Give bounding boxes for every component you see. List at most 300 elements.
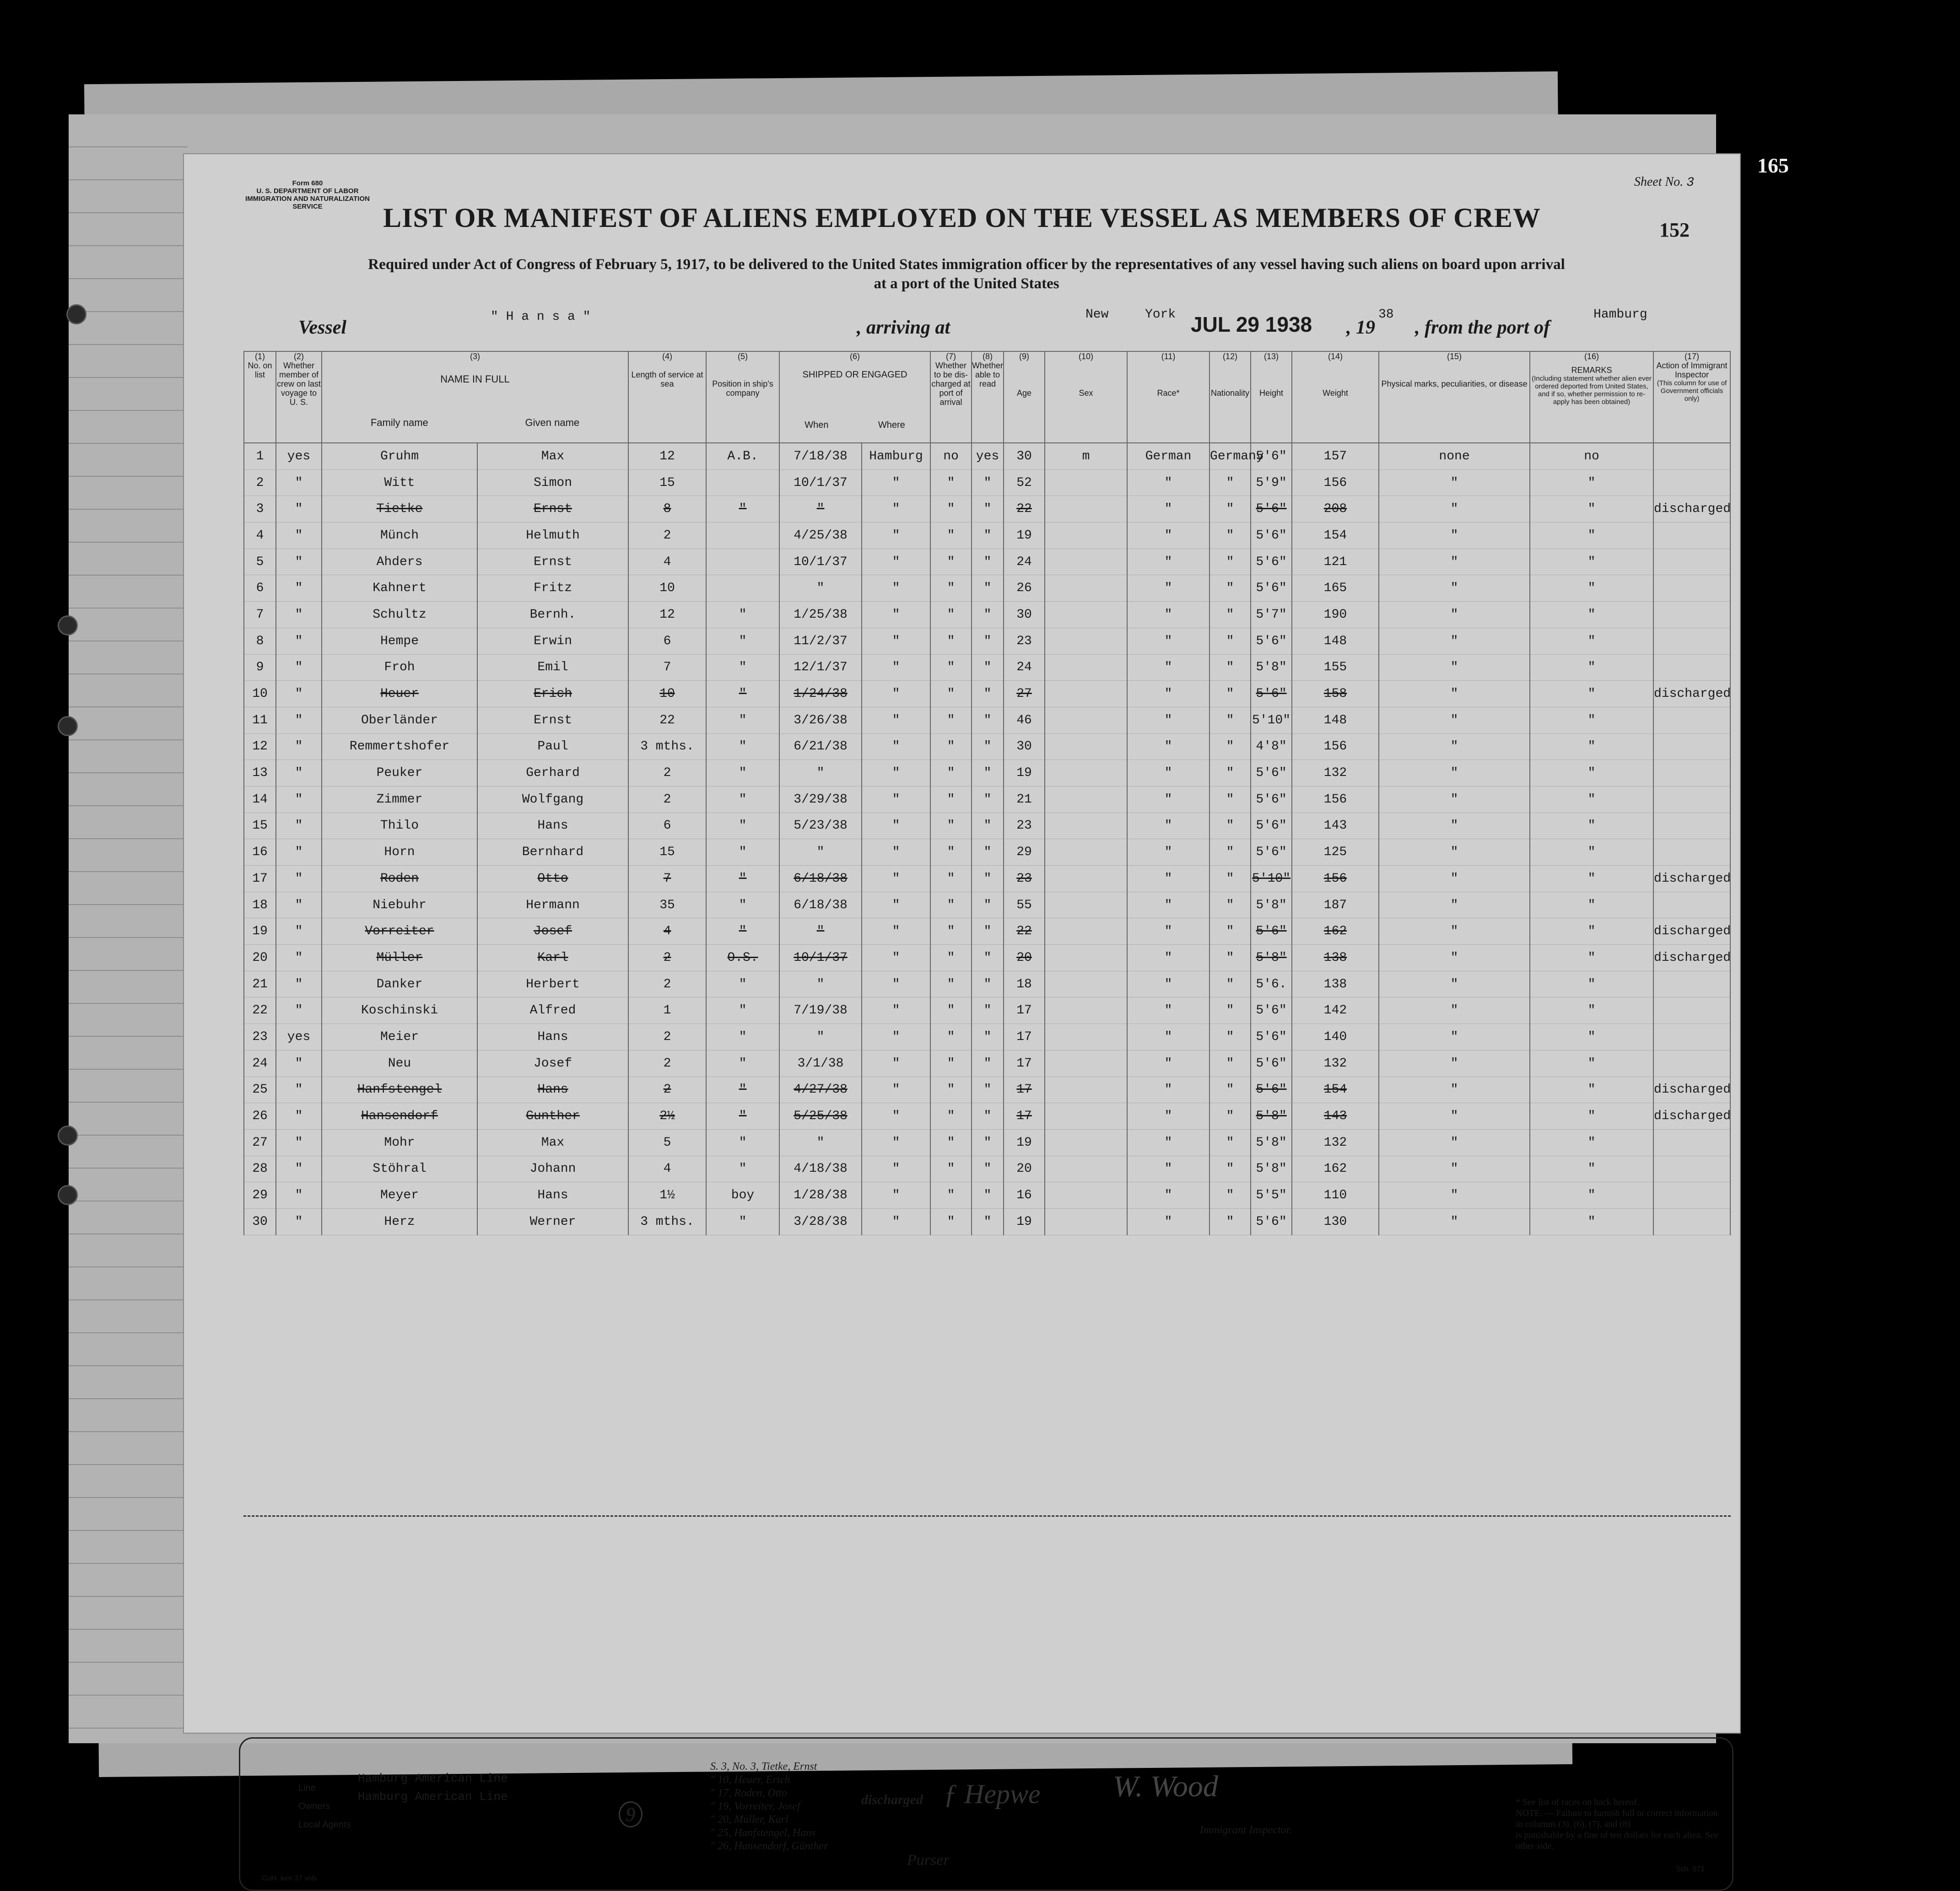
table-row (244, 1050, 1730, 1077)
height: 5'8" (1251, 654, 1292, 681)
shipped-where: " (862, 892, 930, 918)
position: boy (706, 1182, 779, 1209)
remarks: " (1530, 1024, 1653, 1051)
line-label: Line (298, 1783, 316, 1793)
to-be-discharged: " (930, 839, 972, 866)
length-of-service: 2 (628, 945, 706, 971)
sex (1045, 1077, 1127, 1103)
remarks: " (1530, 1208, 1653, 1235)
position: " (706, 628, 779, 654)
height: 5'6" (1251, 839, 1292, 866)
row-number: 1 (244, 443, 276, 469)
position: " (706, 1156, 779, 1182)
sex (1045, 813, 1127, 839)
able-to-read: " (972, 918, 1004, 945)
member-last-voyage: yes (276, 1024, 322, 1051)
height: 5'6. (1251, 971, 1292, 997)
inspector-action (1653, 1024, 1730, 1051)
physical-marks: " (1379, 602, 1530, 628)
weight: 162 (1292, 1156, 1379, 1182)
inspector-action (1653, 523, 1730, 549)
height: 5'6" (1251, 997, 1292, 1024)
member-last-voyage: " (276, 523, 322, 549)
to-be-discharged: " (930, 575, 972, 602)
height: 5'8" (1251, 1129, 1292, 1156)
height: 5'6" (1251, 1050, 1292, 1077)
shipped-when: 6/18/38 (779, 892, 862, 918)
sex (1045, 707, 1127, 733)
height: 4'8" (1251, 733, 1292, 760)
shipped-where: " (862, 945, 930, 971)
remarks: " (1530, 496, 1653, 523)
sheet-label: Sheet No. (1634, 175, 1684, 189)
remarks: " (1530, 760, 1653, 787)
to-be-discharged: " (930, 1182, 972, 1209)
age: 24 (1004, 654, 1045, 681)
shipped-when: 5/23/38 (779, 813, 862, 839)
family-name: Herz (322, 1208, 477, 1235)
table-row (244, 1182, 1730, 1209)
age: 17 (1004, 1024, 1045, 1051)
remarks: " (1530, 1156, 1653, 1182)
age: 29 (1004, 839, 1045, 866)
table-row (244, 733, 1730, 760)
table-row (244, 1077, 1730, 1103)
able-to-read: " (972, 813, 1004, 839)
where-header: Where (878, 420, 905, 430)
table-row (244, 1208, 1730, 1235)
shipped-when: 5/25/38 (779, 1103, 862, 1130)
to-be-discharged: " (930, 549, 972, 575)
nationality: " (1209, 1129, 1251, 1156)
length-of-service: 2 (628, 523, 706, 549)
age: 22 (1004, 918, 1045, 945)
member-last-voyage: " (276, 866, 322, 892)
position: " (706, 707, 779, 733)
member-last-voyage: " (276, 733, 322, 760)
position: " (706, 733, 779, 760)
to-be-discharged: " (930, 918, 972, 945)
from-port: Hamburg (1593, 307, 1647, 322)
weight: 132 (1292, 1050, 1379, 1077)
row-number: 30 (244, 1208, 276, 1235)
family-name: Heuer (322, 681, 477, 707)
shipped-when: " (779, 1129, 862, 1156)
age: 19 (1004, 1129, 1045, 1156)
physical-marks: none (1379, 443, 1530, 469)
length-of-service: 10 (628, 681, 706, 707)
table-row (244, 892, 1730, 918)
to-be-discharged: " (930, 1024, 972, 1051)
to-be-discharged: " (930, 760, 972, 787)
given-name: Herbert (477, 971, 628, 997)
weight: 155 (1292, 654, 1379, 681)
weight: 132 (1292, 1129, 1379, 1156)
inspector-action (1653, 733, 1730, 760)
able-to-read: " (972, 1129, 1004, 1156)
to-be-discharged: " (930, 523, 972, 549)
nationality: " (1209, 681, 1251, 707)
shipped-where: " (862, 813, 930, 839)
position: " (706, 839, 779, 866)
nationality: " (1209, 575, 1251, 602)
shipped-when: 4/25/38 (779, 523, 862, 549)
given-name: Helmuth (477, 523, 628, 549)
given-name: Erwin (477, 628, 628, 654)
sex (1045, 575, 1127, 602)
height: 5'10" (1251, 866, 1292, 892)
position: " (706, 654, 779, 681)
footer-frame (239, 1737, 1733, 1891)
able-to-read: yes (972, 443, 1004, 469)
able-to-read: " (972, 549, 1004, 575)
race: " (1127, 1208, 1209, 1235)
weight: 132 (1292, 760, 1379, 787)
length-of-service: 12 (628, 602, 706, 628)
requirement-line: Required under Act of Congress of February 5, 1917, to be delivered to the United States immigration officer by the representatives of any vessel having such aliens on board upon arrival (368, 256, 1565, 273)
table-row (244, 945, 1730, 971)
row-number: 14 (244, 786, 276, 813)
able-to-read: " (972, 1050, 1004, 1077)
physical-marks: " (1379, 1129, 1530, 1156)
sex (1045, 866, 1127, 892)
able-to-read: " (972, 997, 1004, 1024)
family-name: Kahnert (322, 575, 477, 602)
nationality: " (1209, 1156, 1251, 1182)
able-to-read: " (972, 1103, 1004, 1130)
shipped-where: " (862, 866, 930, 892)
age: 30 (1004, 443, 1045, 469)
sex (1045, 1182, 1127, 1209)
to-be-discharged: " (930, 602, 972, 628)
able-to-read: " (972, 733, 1004, 760)
sex (1045, 628, 1127, 654)
line-value: Hamburg American Line (358, 1772, 508, 1785)
date-stamp: JUL 29 1938 (1191, 312, 1312, 336)
sex (1045, 997, 1127, 1024)
physical-marks: " (1379, 496, 1530, 523)
family-name: Oberländer (322, 707, 477, 733)
shipped-when: 1/28/38 (779, 1182, 862, 1209)
position: " (706, 496, 779, 523)
remarks: " (1530, 892, 1653, 918)
shipped-when: 1/25/38 (779, 602, 862, 628)
row-number: 9 (244, 654, 276, 681)
member-last-voyage: " (276, 1129, 322, 1156)
family-name: Meyer (322, 1182, 477, 1209)
nationality: " (1209, 839, 1251, 866)
race: " (1127, 1077, 1209, 1103)
remarks: " (1530, 681, 1653, 707)
nationality: " (1209, 997, 1251, 1024)
shipped-when: " (779, 918, 862, 945)
family-name-header: Family name (370, 417, 428, 428)
able-to-read: " (972, 866, 1004, 892)
col-sex: (10) Sex (1045, 351, 1127, 443)
height: 5'6" (1251, 523, 1292, 549)
row-number: 12 (244, 733, 276, 760)
given-name: Josef (477, 918, 628, 945)
length-of-service: 4 (628, 549, 706, 575)
race: " (1127, 760, 1209, 787)
row-number: 17 (244, 866, 276, 892)
shipped-where: " (862, 971, 930, 997)
sex (1045, 1103, 1127, 1130)
family-name: Schultz (322, 602, 477, 628)
race: " (1127, 707, 1209, 733)
family-name: Horn (322, 839, 477, 866)
row-number: 21 (244, 971, 276, 997)
age: 19 (1004, 523, 1045, 549)
row-number: 3 (244, 496, 276, 523)
inspector-action (1653, 997, 1730, 1024)
given-name: Bernh. (477, 602, 628, 628)
manifest-footer (243, 1742, 1731, 1888)
age: 17 (1004, 1050, 1045, 1077)
weight: 130 (1292, 1208, 1379, 1235)
weight: 148 (1292, 628, 1379, 654)
department: U. S. DEPARTMENT OF LABOR (256, 187, 359, 195)
row-number: 20 (244, 945, 276, 971)
table-row (244, 628, 1730, 654)
row-number: 5 (244, 549, 276, 575)
physical-marks: " (1379, 918, 1530, 945)
age: 46 (1004, 707, 1045, 733)
physical-marks: " (1379, 1024, 1530, 1051)
weight: 190 (1292, 602, 1379, 628)
age: 21 (1004, 786, 1045, 813)
inspector-action (1653, 1129, 1730, 1156)
table-row (244, 602, 1730, 628)
to-be-discharged: " (930, 1077, 972, 1103)
shipped-where: " (862, 602, 930, 628)
length-of-service: 2 (628, 786, 706, 813)
inspector-action (1653, 602, 1730, 628)
physical-marks: " (1379, 628, 1530, 654)
remarks: " (1530, 1182, 1653, 1209)
family-name: Münch (322, 523, 477, 549)
shipped-when: " (779, 971, 862, 997)
discharge-note-line: " 19, Vorreiter, Josef (710, 1800, 800, 1812)
given-name: Max (477, 443, 628, 469)
height: 5'6" (1251, 575, 1292, 602)
ruled-margin (69, 114, 188, 1743)
weight: 158 (1292, 681, 1379, 707)
nationality: " (1209, 1024, 1251, 1051)
member-last-voyage: " (276, 1077, 322, 1103)
remarks: " (1530, 971, 1653, 997)
length-of-service: 5 (628, 1129, 706, 1156)
height: 5'6" (1251, 1024, 1292, 1051)
member-last-voyage: " (276, 1208, 322, 1235)
family-name: Peuker (322, 760, 477, 787)
punch-hole (58, 615, 78, 636)
length-of-service: 35 (628, 892, 706, 918)
row-number: 16 (244, 839, 276, 866)
col-position: (5) Position in ship's company (706, 351, 779, 443)
position (706, 575, 779, 602)
given-name: Bernhard (477, 839, 628, 866)
race: " (1127, 1156, 1209, 1182)
nationality: " (1209, 1077, 1251, 1103)
race: " (1127, 786, 1209, 813)
form-number: Form 680 (292, 179, 323, 187)
arriving-label: , arriving at (857, 317, 950, 338)
shipped-when: 10/1/37 (779, 549, 862, 575)
physical-marks: " (1379, 1182, 1530, 1209)
owners-label: Owners (298, 1801, 330, 1811)
requirement-text (243, 255, 1690, 293)
race: " (1127, 1129, 1209, 1156)
height: 5'6" (1251, 443, 1292, 469)
remarks: " (1530, 707, 1653, 733)
height: 5'5" (1251, 1182, 1292, 1209)
length-of-service: 7 (628, 866, 706, 892)
shipped-when: " (779, 575, 862, 602)
member-last-voyage: " (276, 839, 322, 866)
row-number: 6 (244, 575, 276, 602)
shipped-when: 11/2/37 (779, 628, 862, 654)
member-last-voyage: " (276, 496, 322, 523)
able-to-read: " (972, 839, 1004, 866)
table-row (244, 523, 1730, 549)
family-name: Remmertshofer (322, 733, 477, 760)
port-part1: New (1085, 307, 1109, 322)
inspector-action (1653, 628, 1730, 654)
row-number: 18 (244, 892, 276, 918)
shipped-where: " (862, 496, 930, 523)
family-name: Ahders (322, 549, 477, 575)
length-of-service: 6 (628, 628, 706, 654)
position: A.B. (706, 443, 779, 469)
remarks: " (1530, 1129, 1653, 1156)
table-row (244, 1024, 1730, 1051)
nationality: " (1209, 523, 1251, 549)
able-to-read: " (972, 628, 1004, 654)
sex (1045, 602, 1127, 628)
shipped-where: " (862, 918, 930, 945)
shipped-where: " (862, 681, 930, 707)
remarks: " (1530, 654, 1653, 681)
length-of-service: 3 mths. (628, 1208, 706, 1235)
to-be-discharged: " (930, 469, 972, 496)
height: 5'7" (1251, 602, 1292, 628)
physical-marks: " (1379, 971, 1530, 997)
physical-marks: " (1379, 866, 1530, 892)
height: 5'8" (1251, 1103, 1292, 1130)
inspector-action (1653, 839, 1730, 866)
inspector-action (1653, 1208, 1730, 1235)
row-number: 22 (244, 997, 276, 1024)
shipped-when: 6/18/38 (779, 866, 862, 892)
race: " (1127, 971, 1209, 997)
position: " (706, 971, 779, 997)
member-last-voyage: " (276, 602, 322, 628)
able-to-read: " (972, 681, 1004, 707)
crew-manifest-table (243, 351, 1731, 1235)
weight: 154 (1292, 523, 1379, 549)
page-number: 152 (1659, 219, 1690, 241)
vessel-label: Vessel (298, 317, 346, 338)
given-name: Karl (477, 945, 628, 971)
purser-label: Purser (907, 1852, 950, 1869)
member-last-voyage: yes (276, 443, 322, 469)
family-name: Witt (322, 469, 477, 496)
vessel-name: " H a n s a " (491, 310, 591, 324)
length-of-service: 3 mths. (628, 733, 706, 760)
nationality: " (1209, 1050, 1251, 1077)
remarks: " (1530, 786, 1653, 813)
given-name: Hans (477, 1077, 628, 1103)
shipped-where: " (862, 707, 930, 733)
remarks: " (1530, 1103, 1653, 1130)
page-title: LIST OR MANIFEST OF ALIENS EMPLOYED ON THE VESSEL AS MEMBERS OF CREW (383, 203, 1541, 233)
col-remarks: (16) REMARKS (Including statement whether alien ever ordered deported from United States, and if so, whether permission to re-apply has been obtained) (1530, 351, 1653, 443)
family-name: Mohr (322, 1129, 477, 1156)
to-be-discharged: " (930, 681, 972, 707)
position: " (706, 1208, 779, 1235)
able-to-read: " (972, 945, 1004, 971)
sex (1045, 1129, 1127, 1156)
shipped-where: " (862, 733, 930, 760)
given-name: Hans (477, 813, 628, 839)
table-row (244, 839, 1730, 866)
age: 27 (1004, 681, 1045, 707)
row-number: 24 (244, 1050, 276, 1077)
shipped-when: " (779, 1024, 862, 1051)
able-to-read: " (972, 654, 1004, 681)
given-name: Ernst (477, 496, 628, 523)
physical-marks: " (1379, 1156, 1530, 1182)
year-suffix: 38 (1378, 307, 1394, 322)
family-name: Koschinski (322, 997, 477, 1024)
nationality: " (1209, 813, 1251, 839)
length-of-service: 2 (628, 1024, 706, 1051)
nationality: " (1209, 760, 1251, 787)
discharge-note-line: " 26, Hansendorf, Günther (710, 1840, 828, 1852)
table-row (244, 918, 1730, 945)
to-be-discharged: " (930, 813, 972, 839)
shipped-when: 10/1/37 (779, 469, 862, 496)
race: German (1127, 443, 1209, 469)
weight: 187 (1292, 892, 1379, 918)
to-be-discharged: " (930, 997, 972, 1024)
given-name: Werner (477, 1208, 628, 1235)
row-number: 10 (244, 681, 276, 707)
shipped-where: " (862, 654, 930, 681)
given-name: Wolfgang (477, 786, 628, 813)
inspector-action: discharged (1653, 496, 1730, 523)
table-header (244, 351, 1730, 443)
row-number: 27 (244, 1129, 276, 1156)
race: " (1127, 469, 1209, 496)
sheet-number: 3 (1686, 176, 1694, 190)
circled-number: 9 (619, 1801, 643, 1827)
shipped-when: 3/26/38 (779, 707, 862, 733)
member-last-voyage: " (276, 813, 322, 839)
age: 23 (1004, 866, 1045, 892)
shipped-where: " (862, 1156, 930, 1182)
family-name: Zimmer (322, 786, 477, 813)
age: 18 (1004, 971, 1045, 997)
to-be-discharged: " (930, 628, 972, 654)
punch-hole (58, 1185, 78, 1205)
length-of-service: 8 (628, 496, 706, 523)
age: 17 (1004, 1103, 1045, 1130)
shipped-when: 3/1/38 (779, 1050, 862, 1077)
shipped-when: 12/1/37 (779, 654, 862, 681)
service: IMMIGRATION AND NATURALIZATION SERVICE (245, 195, 370, 210)
